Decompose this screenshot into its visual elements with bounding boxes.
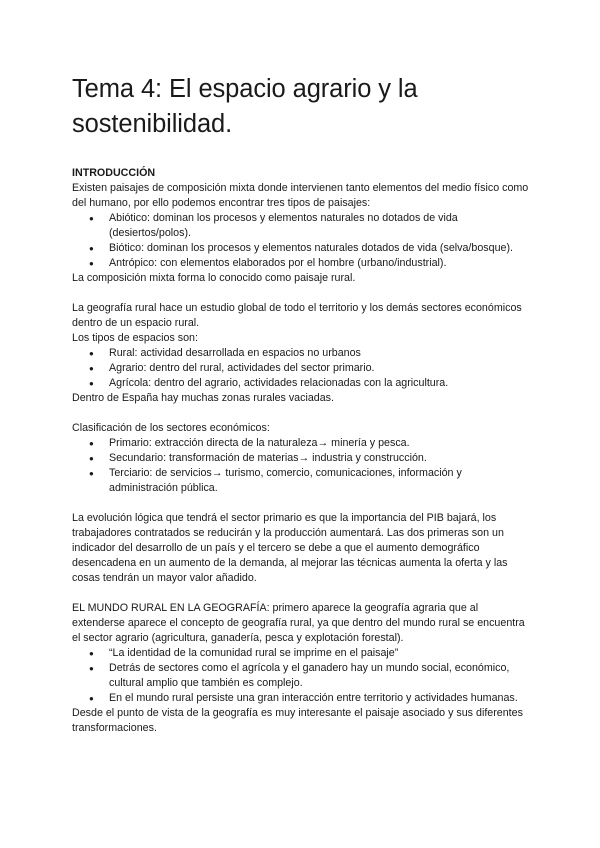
list-item: ● Terciario: de servicios→ turismo, comercio, comunicaciones, información y administración pública.: [72, 466, 532, 496]
intro-paragraph: Existen paisajes de composición mixta donde intervienen tanto elementos del medio físico como del humano, por ello podemos encontrar tres tipos de paisajes:: [72, 182, 529, 209]
evolution-paragraph: La evolución lógica que tendrá el sector primario es que la importancia del PIB bajará, los trabajadores contratados se reducirán y la producción aumentará. Las dos primeras son un indicador del desarrollo de un país y el tercero se debe a que el aumento demográfico desencadena en un aumento de la demanda, al mejorar las técnicas aumenta la oferta y las cosas tendrán un mayor valor añadido.: [72, 512, 508, 584]
list-item: ● Secundario: transformación de materias→ industria y construcción.: [72, 451, 532, 466]
list-item: ● En el mundo rural persiste una gran interacción entre territorio y actividades humanas.: [72, 691, 532, 706]
page-title: Tema 4: El espacio agrario y la sostenibilidad.: [72, 75, 418, 138]
rural-closing: Dentro de España hay muchas zonas rurales vaciadas.: [72, 392, 334, 404]
list-item: ● “La identidad de la comunidad rural se imprime en el paisaje”: [72, 646, 532, 661]
list-item: ● Biótico: dominan los procesos y elementos naturales dotados de vida (selva/bosque).: [72, 241, 532, 256]
list-item: ● Primario: extracción directa de la naturaleza→ minería y pesca.: [72, 436, 532, 451]
intro-closing: La composición mixta forma lo conocido como paisaje rural.: [72, 272, 356, 284]
sectors-heading: Clasificación de los sectores económicos:: [72, 422, 270, 434]
list-item: ● Antrópico: con elementos elaborados por el hombre (urbano/industrial).: [72, 256, 532, 271]
list-item: ● Agrario: dentro del rural, actividades del sector primario.: [72, 361, 532, 376]
document-page: [72, 72, 532, 736]
intro-heading: INTRODUCCIÓN: [72, 167, 156, 179]
sectors-list: [72, 436, 532, 496]
rural-world-paragraph: EL MUNDO RURAL EN LA GEOGRAFÍA: primero aparece la geografía agraria que al extenderse aparece el concepto de geografía rural, ya que dentro del mundo rural se encuentra el sector agrario (agricultura, ganadería, pesca y explotación forestal).: [72, 602, 525, 644]
rural-world-closing: Desde el punto de vista de la geografía es muy interesante el paisaje asociado y sus diferentes transformaciones.: [72, 707, 523, 734]
space-types-list: [72, 346, 532, 391]
rural-world-list: [72, 646, 532, 706]
list-item: ● Abiótico: dominan los procesos y elementos naturales no dotados de vida (desiertos/polos).: [72, 211, 532, 241]
landscape-types-list: [72, 211, 532, 271]
list-item: ● Agrícola: dentro del agrario, actividades relacionadas con la agricultura.: [72, 376, 532, 391]
rural-subheading: Los tipos de espacios son:: [72, 332, 198, 344]
list-item: ● Rural: actividad desarrollada en espacios no urbanos: [72, 346, 532, 361]
list-item: ● Detrás de sectores como el agrícola y el ganadero hay un mundo social, económico, cultural amplio que también es complejo.: [72, 661, 532, 691]
rural-paragraph: La geografía rural hace un estudio global de todo el territorio y los demás sectores económicos dentro de un espacio rural.: [72, 302, 522, 329]
